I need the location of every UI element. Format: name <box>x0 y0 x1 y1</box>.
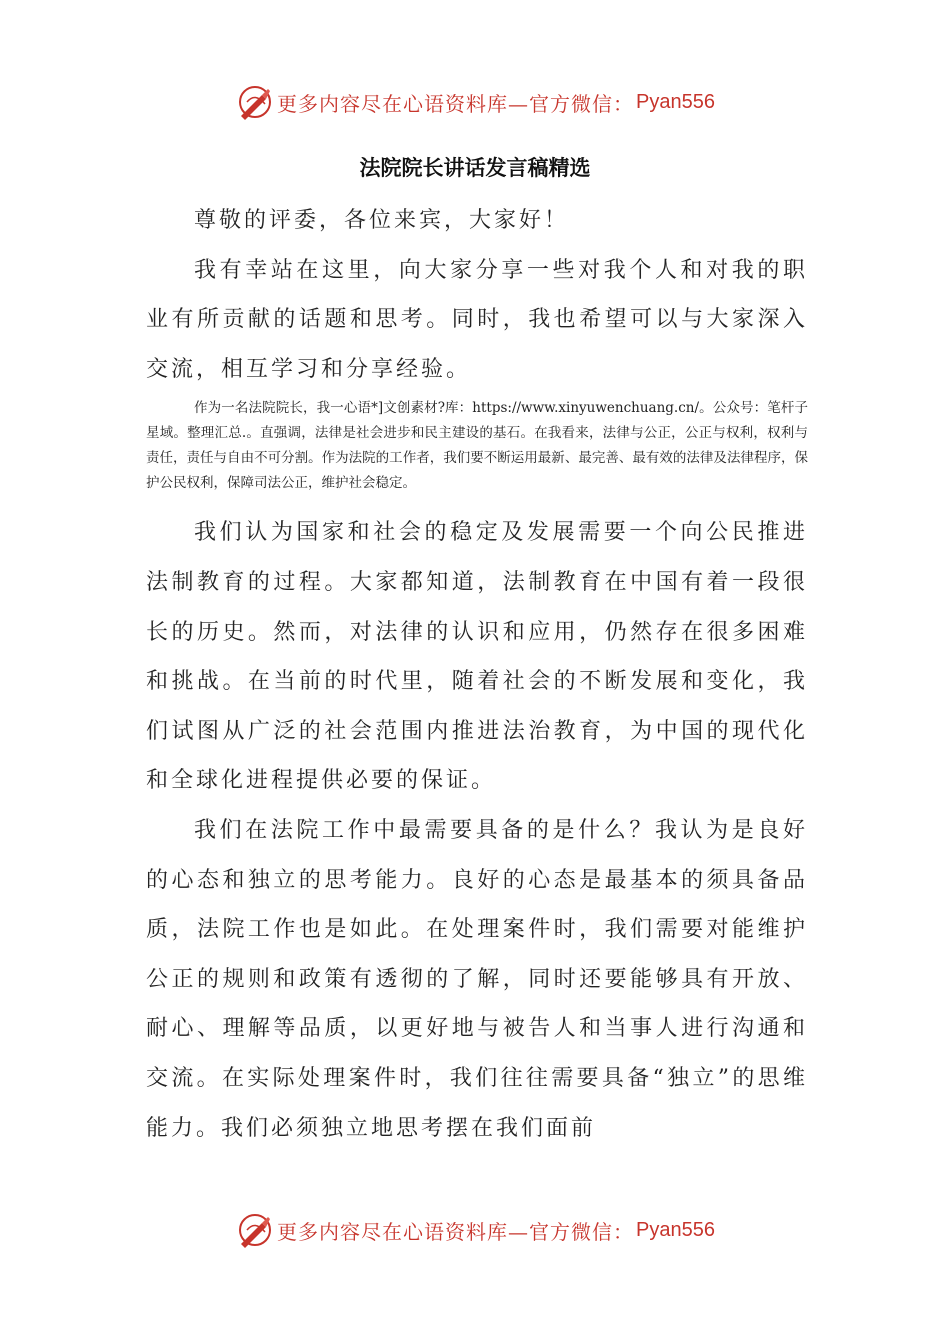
document-body <box>146 196 808 1153</box>
pen-nib-logo-icon <box>235 82 275 122</box>
paragraph-legal-education: 我们认为国家和社会的稳定及发展需要一个向公民推进法制教育的过程。大家都知道，法制教育在中国有着一段很长的历史。然而，对法律的认识和应用，仍然存在很多困难和挑战。在当前的时代里，随着社会的不断发展和变化，我们试图从广泛的社会范围内推进法治教育，为中国的现代化和全球化进程提供必要的保证。 <box>146 520 808 794</box>
paragraph-court-work: 我们在法院工作中最需要具备的是什么？我认为是良好的心态和独立的思考能力。良好的心态是最基本的须具备品质，法院工作也是如此。在处理案件时，我们需要对能维护公正的规则和政策有透彻的了解，同时还要能够具有开放、耐心、理解等品质，以更好地与被告人和当事人进行沟通和交流。在实际处理案件时，我们往往需要具备“独立”的思维能力。我们必须独立地思考摆在我们面前 <box>146 817 808 1141</box>
document-title: 法院院长讲话发言稿精选 <box>359 156 591 180</box>
wechat-id: Pyan556 <box>636 90 715 113</box>
paragraph-greeting: 尊敬的评委，各位来宾，大家好！ <box>194 208 570 233</box>
banner-text: 更多内容尽在心语资料库—官方微信： <box>277 1219 635 1244</box>
pen-nib-logo-icon <box>235 1210 275 1250</box>
footer-banner <box>0 1208 950 1252</box>
header-banner <box>0 80 950 124</box>
banner-text: 更多内容尽在心语资料库—官方微信： <box>277 91 635 116</box>
paragraph-small-print: 作为一名法院院长，我一心语*]文创素材?库：https://www.xinyuwenchuang.cn/。公众号：笔杆子星域。整理汇总.。直强调，法律是社会进步和民主建设的基石。在我看来，法律与公正，公正与权利，权利与责任，责任与自由不可分割。作为法院的工作者，我们要不断运用最新、最完善、最有效的法律及法律程序，保护公民权利，保障司法公正，维护社会稳定。 <box>146 400 808 492</box>
paragraph-intro: 我有幸站在这里，向大家分享一些对我个人和对我的职业有所贡献的话题和思考。同时，我也希望可以与大家深入交流，相互学习和分享经验。 <box>146 257 808 382</box>
wechat-id: Pyan556 <box>636 1218 715 1241</box>
